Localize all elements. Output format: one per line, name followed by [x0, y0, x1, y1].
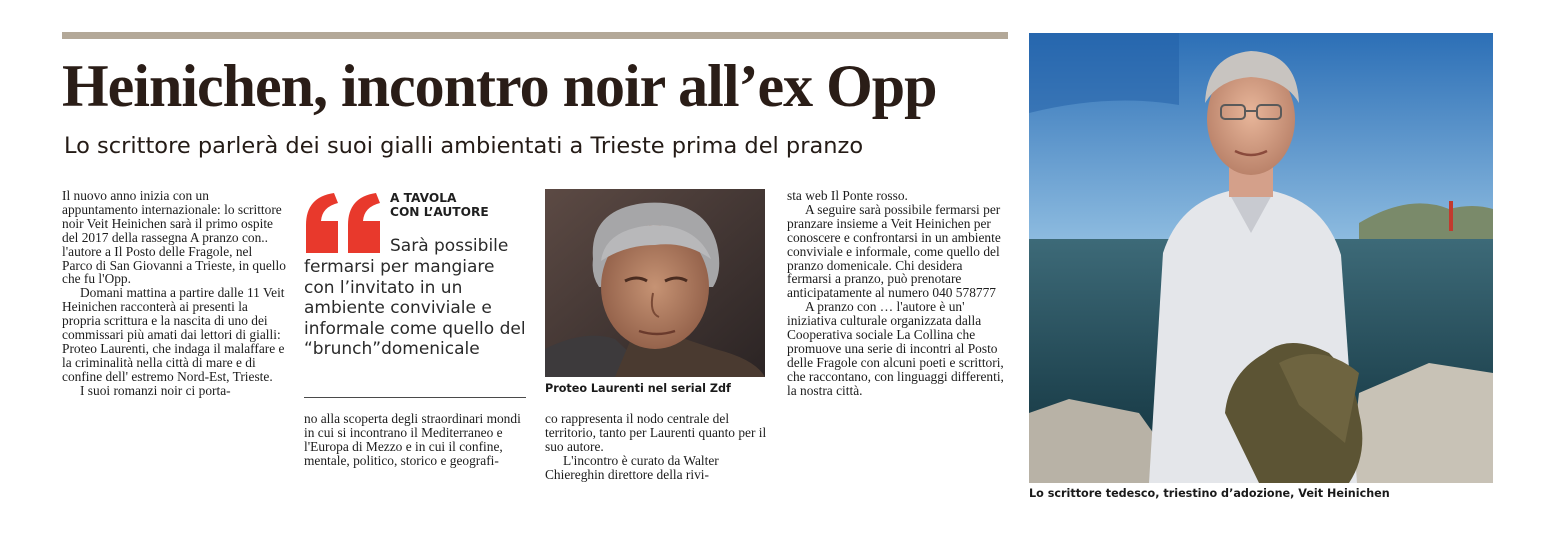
paragraph: I suoi romanzi noir ci porta-	[80, 382, 231, 398]
quote-text: fermarsi per mangiare con l’invitato in un ambiente conviviale e informale come quello del “brunch”domenicale	[304, 257, 526, 359]
article-column-2	[304, 412, 528, 468]
quote-divider	[304, 397, 526, 398]
author-photo-caption: Lo scrittore tedesco, triestino d’adozione, Veit Heinichen	[1029, 487, 1390, 500]
paragraph: co rappresenta il nodo centrale del territorio, tanto per Laurenti quanto per il suo autore.	[545, 411, 767, 454]
quote-label-line: CON L’AUTORE	[390, 205, 489, 219]
author-photo	[1029, 33, 1493, 483]
portrait-caption: Proteo Laurenti nel serial Zdf	[545, 382, 731, 395]
portrait-photo	[545, 189, 765, 377]
paragraph: L'incontro è curato da Walter Chiereghin direttore della rivi-	[545, 452, 719, 482]
paragraph: no alla scoperta degli straordinari mondi in cui si incontrano il Mediterraneo e l'Europa di Mezzo e in cui il confine, mentale, politico, storico e geografi-	[304, 411, 521, 468]
subheadline: Lo scrittore parlerà dei suoi gialli ambientati a Trieste prima del pranzo	[64, 133, 864, 159]
quote-text-first-line: Sarà possibile	[390, 236, 509, 256]
pull-quote	[304, 189, 528, 399]
quote-label	[390, 191, 489, 219]
paragraph: Il nuovo anno inizia con un appuntamento internazionale: lo scrittore noir Veit Heinichen sarà il primo ospite del 2017 della rassegna A pranzo con.. l'autore a Il Posto delle Fragole, nel Parco di San Giovanni a Trieste, in quello che fu l'Opp.	[62, 188, 286, 287]
paragraph: sta web Il Ponte rosso.	[787, 188, 908, 203]
article-column-4	[787, 189, 1009, 398]
paragraph: A seguire sarà possibile fermarsi per pranzare insieme a Veit Heinichen per conoscere e confrontarsi in un ambiente conviviale e informale, come quello del pranzo domenicale. Chi desidera fermarsi a pranzo, può prenotare anticipatamente al numero 040 578777	[787, 201, 1001, 301]
paragraph: Domani mattina a partire dalle 11 Veit Heinichen racconterà ai presenti la propria scrittura e la nascita di uno dei commissari più amati dai lettori di gialli: Proteo Laurenti, che indaga il malaffare e la criminalità nella città di mare e di confine dell' estremo Nord-Est, Trieste.	[62, 285, 285, 384]
quote-label-line: A TAVOLA	[390, 191, 457, 205]
article-column-3	[545, 412, 769, 482]
article-column-1	[62, 189, 286, 398]
top-rule	[62, 32, 1008, 39]
quote-mark-icon	[304, 191, 384, 255]
headline: Heinichen, incontro noir all’ex Opp	[62, 53, 937, 119]
paragraph: A pranzo con … l'autore è un' iniziativa culturale organizzata dalla Cooperativa sociale La Collina che promuove una serie di incontri al Posto delle Fragole con alcuni poeti e scrittori, che raccontano, con linguaggi differenti, la nostra città.	[787, 299, 1004, 398]
